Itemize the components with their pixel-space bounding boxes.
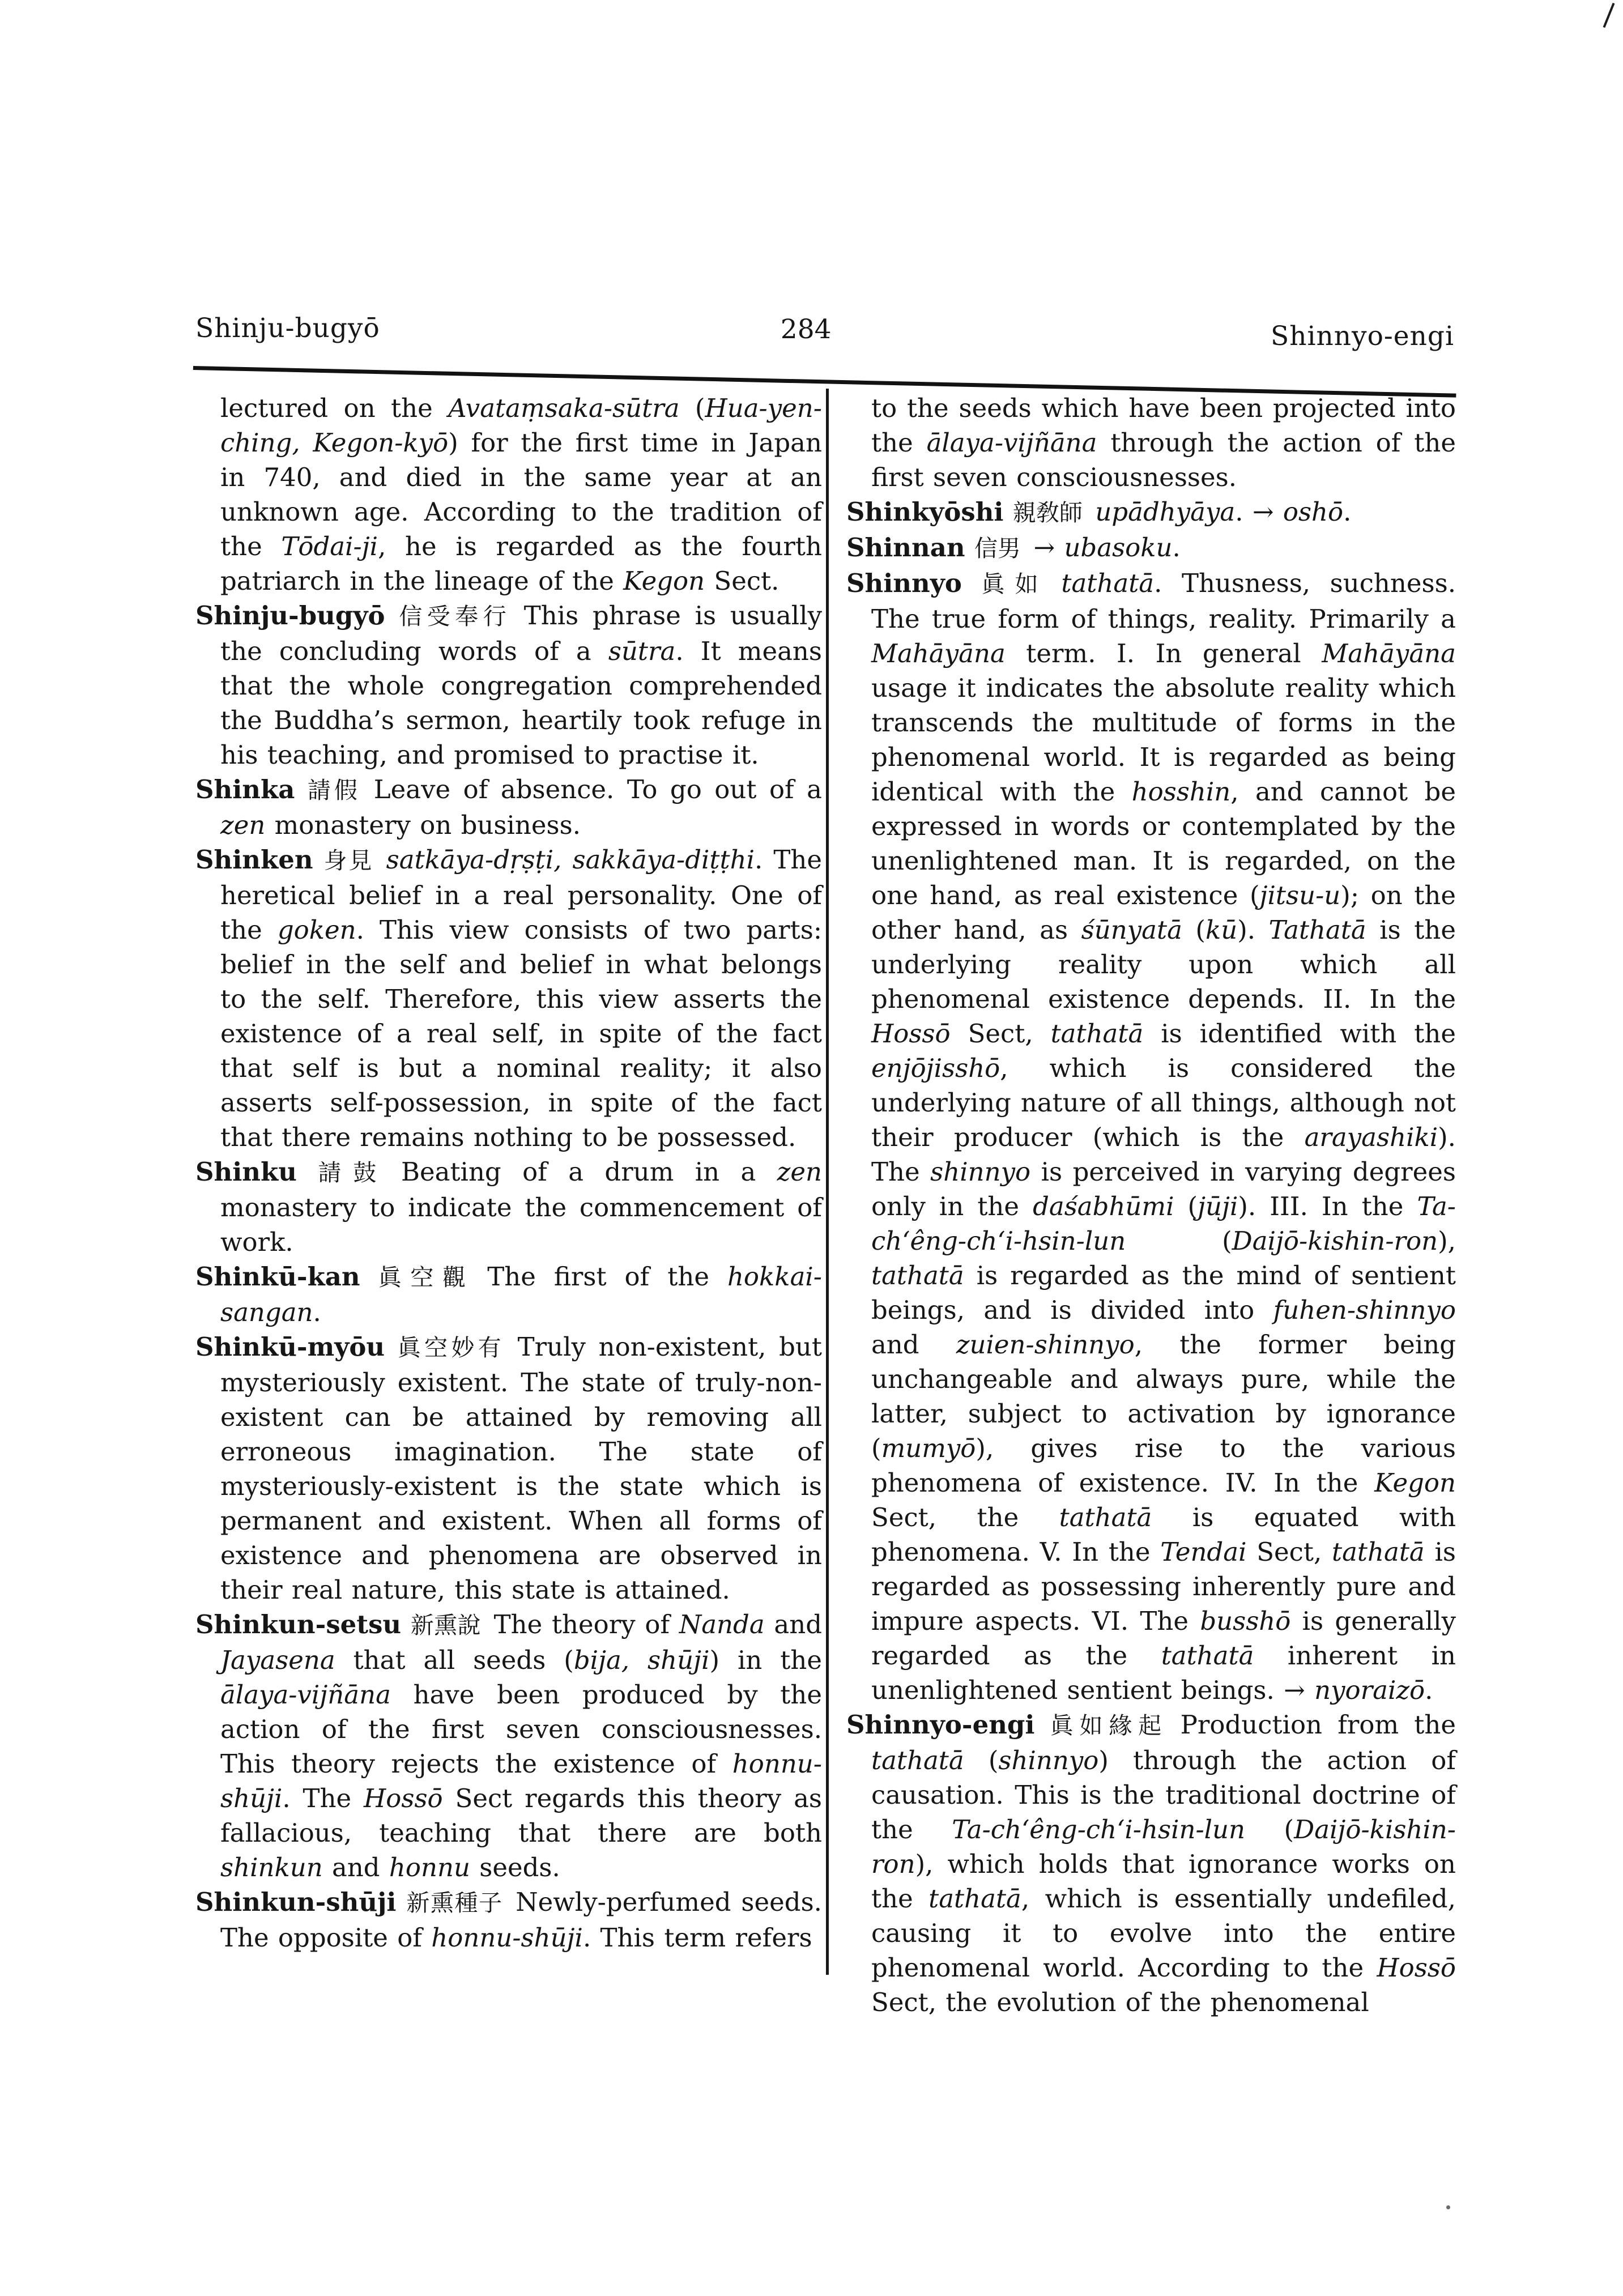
entry-term-italic: zen [777,1157,822,1187]
entry-kanji: 請假 [307,777,361,804]
entry-text: ), which holds that ignorance works on the [871,1849,1456,1914]
entry-text: through the action of the first seven consciousnesses. [871,428,1456,492]
column-left [195,391,822,1955]
entry-term-italic: Jayasena [220,1645,335,1675]
entry-headword: Shinkū-kan [195,1262,360,1292]
entry-text: monastery on business. [265,810,581,840]
dictionary-entry [195,1885,822,1955]
entry-text: that all seeds ( [335,1645,574,1675]
dictionary-entry [195,1607,822,1885]
entry-text: ) through the action of causation. This is the traditional doctrine of the [871,1745,1456,1845]
entry-text: The first of the [487,1262,727,1292]
entry-text: seeds. [470,1852,560,1882]
entry-text: ( [1245,1814,1294,1845]
entry-kanji: 親敎師 [1012,499,1083,526]
column-divider [826,389,829,1975]
entry-text: ( [964,1745,999,1775]
entry-term-italic: ubasoku [1064,533,1173,563]
entry-term-italic: zuien-shinnyo [956,1330,1135,1360]
entry-text: to the seeds which have been projected into the [871,393,1456,458]
entry-term-italic: mumyō [881,1433,976,1463]
entry-text: and [322,1852,389,1882]
entry-headword: Shinkun-setsu [195,1609,402,1639]
entry-text: . Thusness, suchness. The true form of things, reality. Primarily a [871,568,1456,634]
entry-term-italic: shinnyo [930,1157,1031,1187]
entry-term-italic: jūji [1198,1191,1238,1221]
entry-term-italic: Nanda [679,1609,765,1639]
column-right [846,391,1456,2020]
dictionary-entry [846,530,1456,566]
entry-headword: Shinka [195,774,295,804]
entry-term-italic: hokkai-sangan [220,1262,822,1327]
entry-text: ), gives rise to the various phenomena of existence. IV. In the [871,1433,1456,1498]
scan-artifact-speck [1446,2205,1450,2209]
entry-kanji: 新熏說 [410,1612,482,1639]
running-head-right: Shinnyo-engi [1271,321,1454,352]
entry-term-italic: Hossō [364,1783,443,1813]
entry-headword: Shinju-bugyō [195,600,385,631]
entry-text: , he is regarded as the fourth patriarch in the lineage of the [220,531,822,596]
running-head-left: Shinju-bugyō [195,313,380,344]
entry-text: . This view consists of two parts: belief in the self and belief in what belongs to the self. Therefore, this view asserts the existence of a real self, in spite of the fact that self is but a nominal reality; it also asserts self-possession, in spite of the fact that there remains nothing to be possessed. [220,915,822,1152]
entry-term-italic: Daijō-kishin-ron [871,1814,1456,1879]
dictionary-entry [195,1155,822,1259]
entry-term-italic: nyoraizō [1314,1675,1425,1705]
entry-text: . → [1235,497,1283,527]
entry-text: ). The [871,1122,1456,1187]
entry-term-italic: tathatā [1050,1019,1144,1049]
dictionary-entry [846,566,1456,1707]
entry-term-italic: shinkun [220,1852,323,1882]
entry-kanji: 眞空觀 [378,1264,475,1291]
page-header [195,313,1454,358]
entry-text: Sect, [950,1019,1051,1049]
entry-term-italic: Hua-yen-ching, Kegon-kyō [220,393,822,458]
entry-text: → [1033,533,1064,563]
entry-kanji: 眞空妙有 [397,1334,505,1361]
entry-term-italic: Tōdai-ji [281,531,378,561]
entry-text: is identified with the [1143,1019,1456,1049]
entry-term-italic: Daijō-kishin-ron [1232,1226,1438,1256]
dictionary-entry [195,1259,822,1330]
entry-term-italic: śūnyatā [1081,915,1182,945]
entry-term-italic: busshō [1200,1606,1291,1636]
entry-text: Sect, [1246,1537,1332,1567]
entry-term-italic: arayashiki [1304,1122,1438,1152]
entry-term-italic: Avataṃsaka-sūtra [448,393,680,423]
entry-kanji: 信受奉行 [399,603,512,630]
entry-headword: Shinkū-myōu [195,1332,385,1362]
entry-headword: Shinnyo-engi [846,1710,1035,1740]
entry-headword: Shinnyo [846,568,962,598]
entry-term-italic: sūtra [608,636,676,666]
entry-text: Sect regards this theory as fallacious, teaching that there are both [220,1783,822,1848]
entry-text: , the former being unchangeable and always pure, while the latter, subject to activation by ignorance ( [871,1330,1456,1463]
entry-text: monastery to indicate the commencement of work. [220,1192,822,1257]
entry-text: The theory of [493,1609,679,1639]
entry-text: . [313,1297,321,1327]
entry-text: . [1343,497,1352,527]
entry-text: , and cannot be expressed in words or contemplated by the unenlightened man. It is regarded, on the one hand, as real existence ( [871,777,1456,910]
entry-term-italic: zen [220,810,266,840]
entry-term-italic: tathatā [1332,1537,1425,1567]
entry-text: and [764,1609,823,1639]
entry-text: Newly-perfumed seeds. The opposite of [220,1887,822,1953]
entry-text: . It means that the whole congregation comprehended the Buddha’s sermon, heartily took refuge in his teaching, and promised to practise it. [220,636,822,770]
entry-text: This phrase is usually the concluding words of a [220,600,822,666]
dictionary-entry [195,772,822,842]
entry-text: and [871,1330,956,1360]
entry-term-italic: Mahāyāna [1322,638,1456,668]
entry-term-italic: jitsu-u [1259,880,1341,910]
continuation-paragraph [846,391,1456,495]
dictionary-entry [195,842,822,1155]
entry-text: Production from the [1180,1710,1456,1740]
entry-term-italic: bija, shūji [573,1645,710,1675]
entry-text: Sect. [705,566,779,596]
entry-term-italic: tathatā [1161,1641,1254,1671]
entry-term-italic: satkāya-dṛṣṭi, sakkāya-diṭṭhi [386,845,755,875]
entry-term-italic: tathatā [871,1745,964,1775]
entry-headword: Shinkun-shūji [195,1887,397,1917]
dictionary-entry [195,1330,822,1607]
entry-text: ). [1237,915,1269,945]
dictionary-entry [846,495,1456,530]
entry-headword: Shinku [195,1157,297,1187]
entry-text: Beating of a drum in a [401,1157,777,1187]
entry-term-italic: upādhyāya [1095,497,1236,527]
entry-term-italic: tathatā [1059,1502,1152,1532]
entry-text: Sect, the evolution of the phenomenal [871,1987,1369,2017]
entry-text: usage it indicates the absolute reality which transcends the multitude of forms in the phenomenal world. It is regarded as being identical with the [871,673,1456,807]
entry-term-italic: Hossō [1377,1953,1456,1983]
entry-kanji: 眞如緣起 [1050,1712,1168,1739]
entry-kanji: 信男 [974,535,1021,562]
entry-term-italic: Hossō [871,1019,951,1049]
entry-text: , which is considered the underlying nature of all things, although not their producer (which is the [871,1053,1456,1152]
entry-term-italic: Kegon [1374,1468,1456,1498]
entry-term-italic: kū [1205,915,1238,945]
entry-term-italic: ālaya-vijñāna [926,428,1097,458]
entry-text: ( [679,393,705,423]
continuation-paragraph [195,391,822,598]
entry-term-italic: Ta-ch‘êng-ch‘i-hsin-lun [871,1191,1456,1256]
entry-text: inherent in unenlightened sentient beings. → [871,1641,1456,1705]
entry-text: . [1425,1675,1433,1705]
entry-text: Sect, the [871,1502,1059,1532]
entry-text: , which is essentially undefiled, causing it to evolve into the entire phenomenal world. According to the [871,1884,1456,1983]
entry-text: ( [1182,915,1205,945]
entry-term-italic: tathatā [871,1260,964,1290]
entry-headword: Shinnan [846,533,965,563]
entry-text: ) for the first time in Japan in 740, and died in the same year at an unknown age. According to the tradition of the [220,428,822,561]
entry-term-italic: honnu-shūji [220,1749,822,1813]
entry-text: ); on the other hand, as [871,880,1456,945]
entry-kanji: 新熏種子 [406,1889,503,1916]
entry-text: . The [282,1783,364,1813]
entry-text: ) in the [709,1645,822,1675]
entry-text: . This term refers [582,1923,812,1953]
entry-text: have been produced by the action of the first seven consciousnesses. This theory rejects the existence of [220,1680,822,1779]
entry-text: is generally regarded as the [871,1606,1456,1671]
entry-text: . The heretical belief in a real personality. One of the [220,845,822,945]
entry-kanji: 請鼓 [318,1159,389,1186]
entry-term-italic: goken [277,915,356,945]
entry-text: Truly non-existent, but mysteriously existent. The state of truly-non-existent can be attained by removing all erroneous imagination. The state of mysteriously-existent is the state which is permanent and existent. When all forms of existence and phenomena are observed in their real nature, this state is attained. [220,1332,822,1605]
entry-term-italic: hosshin [1131,777,1231,807]
page-number: 284 [780,314,832,345]
dictionary-entry [195,598,822,772]
entry-term-italic: Ta-ch‘êng-ch‘i-hsin-lun [952,1814,1246,1845]
entry-text: lectured on the [220,393,449,423]
entry-term-italic: oshō [1283,497,1344,527]
entry-term-italic: ālaya-vijñāna [220,1680,391,1710]
entry-term-italic: tathatā [928,1884,1021,1914]
entry-term-italic: tathatā [1061,568,1155,598]
entry-term-italic: Tendai [1160,1537,1247,1567]
entry-text: ), [1438,1226,1456,1256]
entry-text: . [1172,533,1181,563]
entry-headword: Shinkyōshi [846,497,1004,527]
entry-text: ( [1126,1226,1232,1256]
entry-text: ). III. In the [1238,1191,1417,1221]
entry-term-italic: shinnyo [998,1745,1099,1775]
entry-text: is perceived in varying degrees only in the [871,1157,1456,1221]
entry-text: is the underlying reality upon which all phenomenal existence depends. II. In the [871,915,1456,1014]
entry-term-italic: enjōjisshō [871,1053,1000,1083]
entry-text: is regarded as the mind of sentient beings, and is divided into [871,1260,1456,1325]
entry-term-italic: honnu-shūji [431,1923,583,1953]
entry-term-italic: daśabhūmi [1033,1191,1174,1221]
entry-term-italic: Tathatā [1268,915,1366,945]
entry-term-italic: Mahāyāna [871,638,1006,668]
entry-term-italic: fuhen-shinnyo [1273,1295,1456,1325]
entry-text: ( [1174,1191,1198,1221]
entry-text: Leave of absence. To go out of a [373,774,823,804]
entry-term-italic: Kegon [623,566,705,596]
entry-kanji: 身見 [323,847,374,874]
entry-text: is equated with phenomena. V. In the [871,1502,1456,1567]
entry-headword: Shinken [195,845,313,875]
scan-artifact-corner-mark [1603,3,1615,28]
entry-text: is regarded as possessing inherently pure and impure aspects. VI. The [871,1537,1456,1636]
entry-kanji: 眞如 [981,570,1049,598]
entry-text: term. I. In general [1005,638,1322,668]
dictionary-entry [846,1707,1456,2020]
entry-term-italic: honnu [389,1852,470,1882]
